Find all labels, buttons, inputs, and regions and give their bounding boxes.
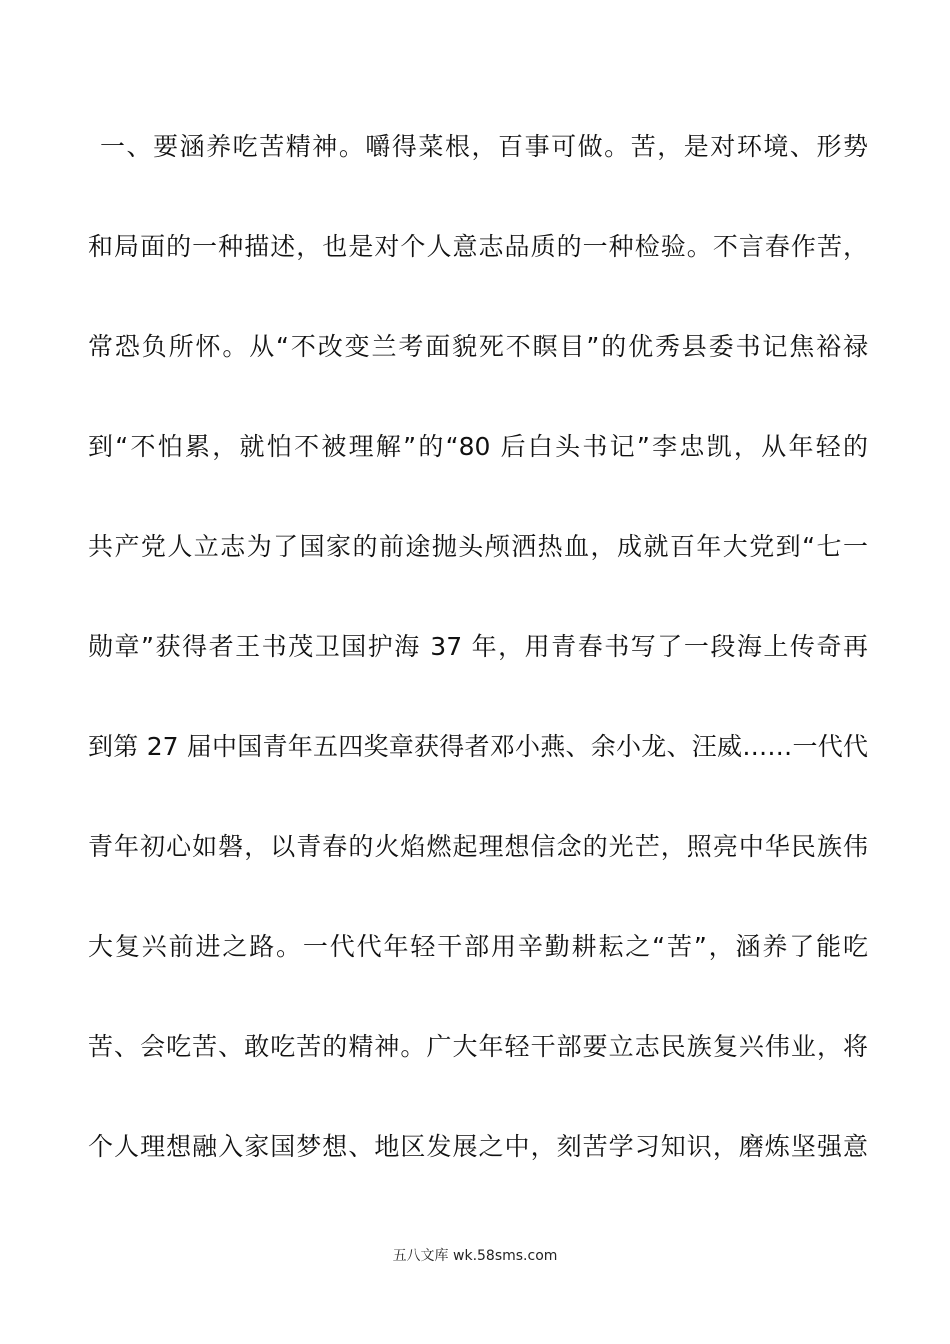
text-line: 到第 27 届中国青年五四奖章获得者邓小燕、余小龙、汪威……一代代 — [88, 732, 868, 761]
text-line: 苦、会吃苦、敢吃苦的精神。广大年轻干部要立志民族复兴伟业，将 — [88, 1032, 868, 1061]
text-line: 常恐负所怀。从“不改变兰考面貌死不瞑目”的优秀县委书记焦裕禄 — [88, 332, 868, 361]
text-line: 勋章”获得者王书茂卫国护海 37 年，用青春书写了一段海上传奇再 — [88, 632, 868, 661]
text-line: 共产党人立志为了国家的前途抛头颅洒热血，成就百年大党到“七一 — [88, 532, 868, 561]
text-line: 大复兴前进之路。一代代年轻干部用辛勤耕耘之“苦”，涵养了能吃 — [88, 932, 868, 961]
text-line: 和局面的一种描述，也是对个人意志品质的一种检验。不言春作苦， — [88, 232, 868, 261]
text-line: 青年初心如磐，以青春的火焰燃起理想信念的光芒，照亮中华民族伟 — [88, 832, 868, 861]
text-line: 到“不怕累，就怕不被理解”的“80 后白头书记”李忠凯，从年轻的 — [88, 432, 868, 461]
text-line: 个人理想融入家国梦想、地区发展之中，刻苦学习知识，磨炼坚强意 — [88, 1132, 868, 1161]
text-line: 一、要涵养吃苦精神。嚼得菜根，百事可做。苦，是对环境、形势 — [100, 132, 868, 161]
page-footer: 五八文库 wk.58sms.com — [392, 1248, 558, 1264]
body-text — [88, 122, 868, 1222]
